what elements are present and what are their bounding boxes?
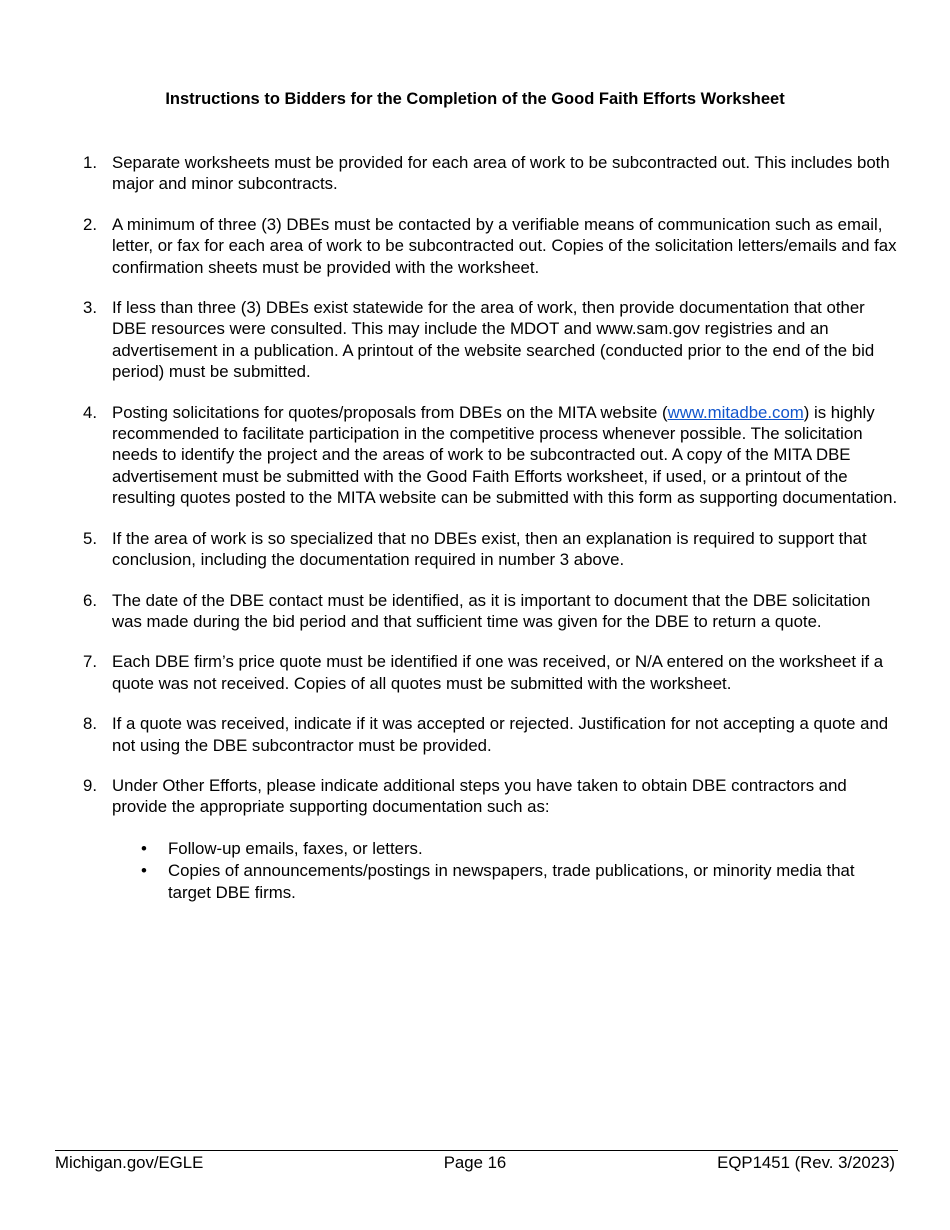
page-title: Instructions to Bidders for the Completion of the Good Faith Efforts Worksheet (165, 90, 785, 108)
item-text: If a quote was received, indicate if it was accepted or rejected. Justification for not accepting a quote and not using the DBE subcontractor must be provided. (112, 714, 889, 755)
item-number: 7. (83, 652, 97, 672)
instruction-item-7 (83, 651, 898, 694)
bullet-icon: • (141, 838, 147, 858)
bullet-item (112, 860, 898, 903)
item-text-before-link: Posting solicitations for quotes/proposals from DBEs on the MITA website ( (112, 402, 668, 422)
footer-website: Michigan.gov/EGLE (55, 1153, 204, 1172)
item-text: If less than three (3) DBEs exist statewide for the area of work, then provide documentation that other DBE resources were consulted. This may include the MDOT and www.sam.gov registries and an advertisement in a publication. A printout of the website searched (conducted prior to the end of the bid period) must be submitted. (112, 298, 875, 382)
instruction-item-8 (83, 713, 898, 756)
item-text-after-link: ) is highly recommended to facilitate participation in the competitive process whenever possible. The solicitation needs to identify the project and the areas of work to be subcontracted out. A copy of the MITA DBE advertisement must be submitted with the Good Faith Efforts worksheet, if used, or a printout of the resulting quotes posted to the MITA website can be submitted with this form as supporting documentation. (112, 402, 898, 508)
instruction-item-5 (83, 528, 898, 571)
item-text: If the area of work is so specialized that no DBEs exist, then an explanation is required to support that conclusion, including the documentation required in number 3 above. (112, 528, 867, 570)
instructions-list (83, 152, 898, 922)
item-text: A minimum of three (3) DBEs must be contacted by a verifiable means of communication such as email, letter, or fax for each area of work to be subcontracted out. Copies of the solicitation letters/emails and fax confirmation sheets must be provided with the worksheet. (112, 214, 897, 277)
item-number: 8. (83, 714, 97, 734)
footer-page-number: Page 16 (443, 1153, 507, 1172)
bullet-text: Copies of announcements/postings in newspapers, trade publications, or minority media that target DBE firms. (168, 861, 855, 902)
bullet-item (112, 838, 898, 859)
item-number: 3. (83, 298, 97, 318)
mitadbe-link[interactable]: www.mitadbe.com (667, 402, 804, 422)
item-text: The date of the DBE contact must be identified, as it is important to document that the DBE solicitation was made during the bid period and that sufficient time was given for the DBE to return a quote. (112, 590, 871, 631)
instruction-item-6 (83, 590, 898, 633)
instruction-item-4 (83, 402, 898, 509)
item-number: 1. (83, 153, 97, 172)
item-number: 6. (83, 590, 97, 610)
item-number: 5. (83, 528, 97, 548)
other-efforts-bullet-list (112, 838, 898, 903)
item-text: Each DBE firm’s price quote must be identified if one was received, or N/A entered on the worksheet if a quote was not received. Copies of all quotes must be submitted with the worksheet. (112, 652, 884, 693)
instruction-item-9 (83, 775, 898, 903)
instruction-item-1 (83, 152, 898, 195)
instruction-item-2 (83, 214, 898, 278)
item-number: 9. (83, 775, 97, 795)
bullet-icon: • (141, 861, 147, 881)
footer-form-number: EQP1451 (Rev. 3/2023) (717, 1153, 895, 1172)
item-text: Separate worksheets must be provided for each area of work to be subcontracted out. This includes both major and minor subcontracts. (112, 153, 890, 194)
bullet-text: Follow-up emails, faxes, or letters. (168, 838, 423, 858)
item-number: 2. (83, 214, 97, 234)
page-footer (55, 1153, 895, 1173)
item-text: Under Other Efforts, please indicate additional steps you have taken to obtain DBE contractors and provide the appropriate supporting documentation such as: (112, 775, 847, 817)
footer-divider (55, 1150, 898, 1151)
item-number: 4. (83, 402, 97, 422)
instruction-item-3 (83, 297, 898, 383)
